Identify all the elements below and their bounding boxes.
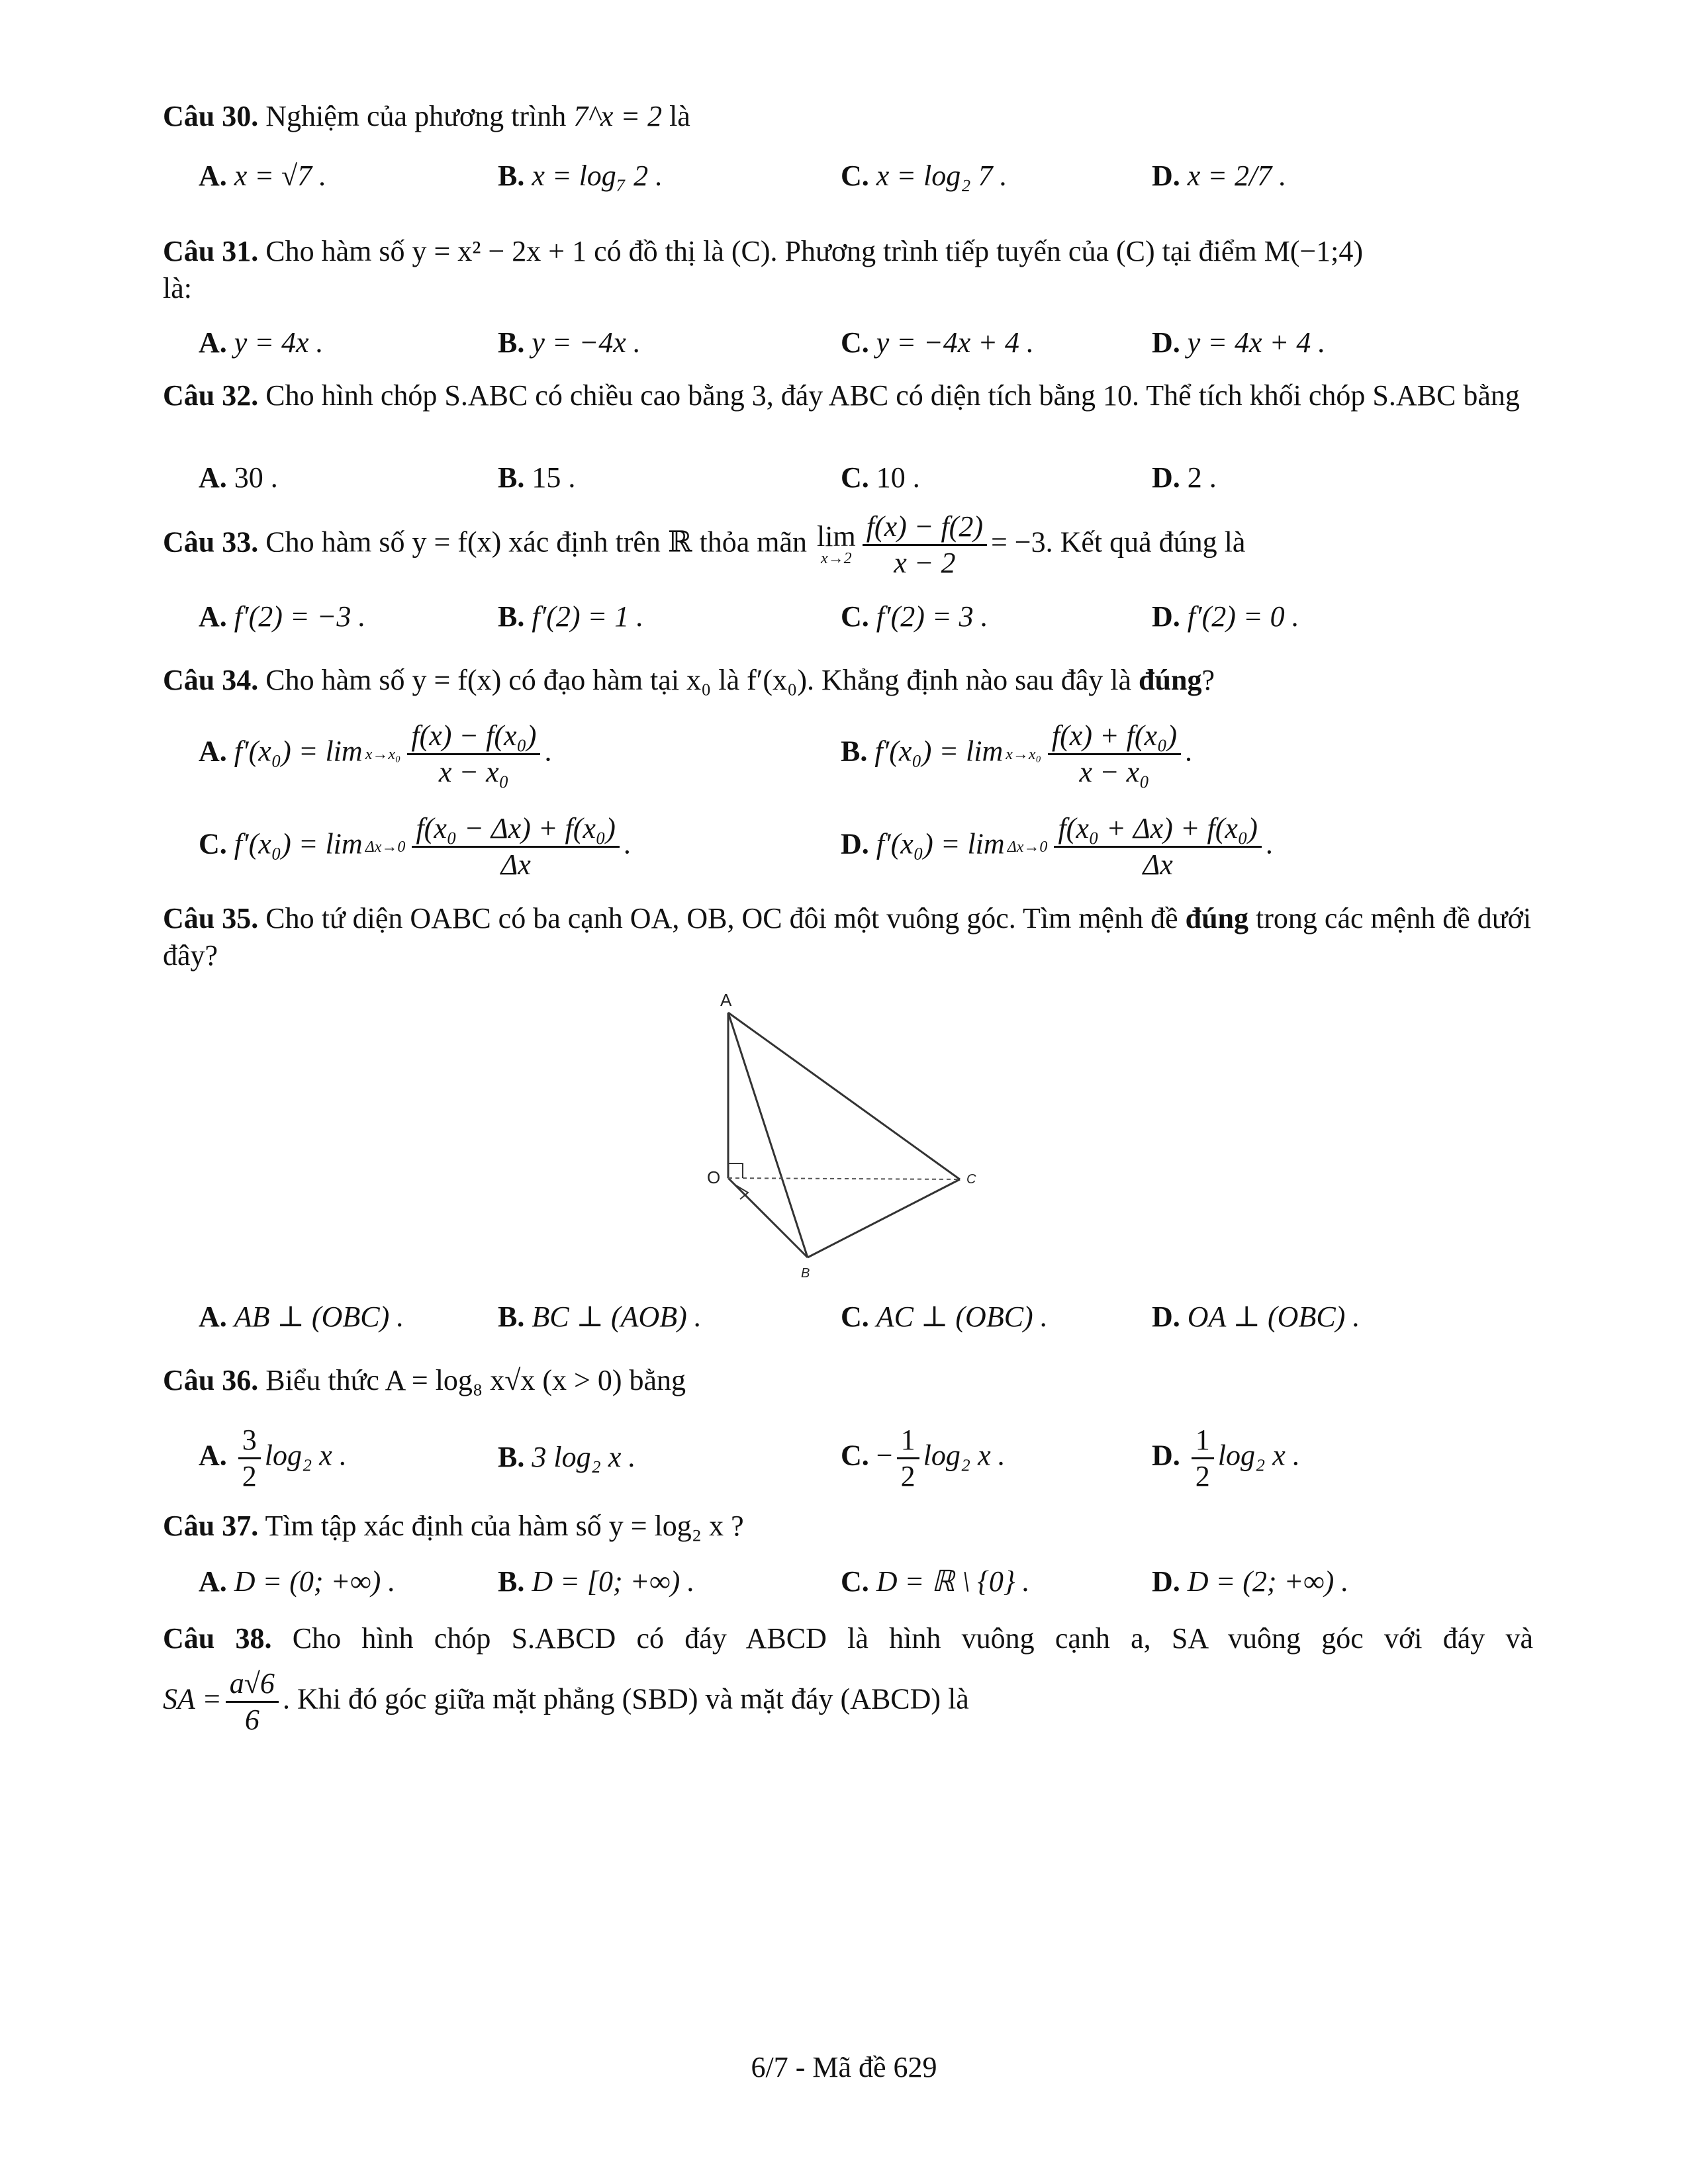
edge-ab bbox=[728, 1013, 808, 1257]
question-label: Câu 35. bbox=[163, 902, 259, 934]
question-label: Câu 36. bbox=[163, 1364, 259, 1396]
question-stem-end: . Khi đó góc giữa mặt phẳng (SBD) và mặt đáy (ABCD) là bbox=[282, 1682, 969, 1715]
question-label: Câu 33. bbox=[163, 525, 259, 559]
option-d[interactable]: D. $\frac{1}{2}$ log₂ x . bbox=[1152, 1424, 1300, 1492]
vertex-label-o: O bbox=[707, 1167, 721, 1187]
question-30 bbox=[163, 98, 1533, 135]
option-a[interactable]: A. D = (0; +∞) . bbox=[199, 1565, 396, 1598]
edge-ac bbox=[728, 1013, 960, 1179]
question-stem: Biểu thức A = log₈ x√x (x > 0) bằng bbox=[265, 1364, 686, 1396]
question-33 bbox=[163, 510, 1533, 580]
edge-bc bbox=[808, 1179, 960, 1257]
limit-operator: lim x→2 bbox=[817, 520, 856, 567]
vertex-label-b: B bbox=[801, 1266, 810, 1281]
option-b[interactable]: B. f′(2) = 1 . bbox=[498, 600, 644, 633]
option-c[interactable]: C. − $\frac{1}{2}$ log₂ x . bbox=[841, 1424, 1006, 1492]
option-b[interactable]: B. 3 log₂ x . bbox=[498, 1441, 636, 1473]
vertex-label-a: A bbox=[720, 990, 732, 1010]
question-stem: Cho hàm số y = f(x) có đạo hàm tại x₀ là f′(x₀). Khẳng định nào sau đây là bbox=[265, 664, 1132, 696]
sa-lhs: SA = bbox=[163, 1682, 222, 1715]
options-33 bbox=[0, 600, 1688, 646]
question-32 bbox=[163, 377, 1533, 414]
option-b[interactable]: B. x = log₇ 2 . bbox=[498, 159, 663, 192]
option-c[interactable]: C. y = −4x + 4 . bbox=[841, 326, 1034, 359]
question-math: 7^x = 2 bbox=[573, 100, 663, 132]
question-stem: Cho hàm số y = x² − 2x + 1 có đồ thị là (C). Phương trình tiếp tuyến của (C) tại điểm M(−1;4) bbox=[265, 235, 1364, 267]
option-a[interactable]: A. AB ⊥ (OBC) . bbox=[199, 1300, 404, 1333]
options-36 bbox=[0, 1423, 1688, 1502]
question-stem-line2: là: bbox=[163, 272, 192, 304]
limit-fraction: $\frac{f(x) - f(2)}{x - 2}$ bbox=[863, 510, 987, 580]
option-c[interactable]: C. f′(2) = 3 . bbox=[841, 600, 988, 633]
options-34-row1 bbox=[0, 719, 1688, 798]
question-34 bbox=[163, 662, 1533, 699]
option-d[interactable]: D. x = 2/7 . bbox=[1152, 159, 1287, 192]
options-35 bbox=[0, 1300, 1688, 1346]
vertex-label-c: C bbox=[966, 1172, 976, 1187]
option-c[interactable]: C. D = ℝ \ {0} . bbox=[841, 1565, 1030, 1598]
question-label: Câu 30. bbox=[163, 100, 259, 132]
sa-fraction: $\frac{a√6}{6}$ bbox=[226, 1666, 279, 1737]
option-d[interactable]: D. 2 . bbox=[1152, 461, 1217, 494]
option-d[interactable]: D. y = 4x + 4 . bbox=[1152, 326, 1326, 359]
question-35 bbox=[163, 900, 1533, 974]
option-c[interactable]: C. 10 . bbox=[841, 461, 920, 494]
option-d[interactable]: D. D = (2; +∞) . bbox=[1152, 1565, 1349, 1598]
question-label: Câu 38. bbox=[163, 1622, 272, 1655]
edge-oc-hidden bbox=[728, 1178, 960, 1179]
option-b[interactable]: B. 15 . bbox=[498, 461, 576, 494]
option-b[interactable]: B. BC ⊥ (AOB) . bbox=[498, 1300, 702, 1333]
question-stem: Cho hình chóp S.ABCD có đáy ABCD là hình vuông cạnh a, SA vuông góc với đáy và bbox=[292, 1622, 1534, 1655]
option-a[interactable]: A. 30 . bbox=[199, 461, 278, 494]
question-stem: Cho hình chóp S.ABC có chiều cao bằng 3, đáy ABC có diện tích bằng 10. Thể tích khối chóp S.ABC bằng bbox=[265, 379, 1520, 412]
question-37 bbox=[163, 1508, 1533, 1545]
option-b[interactable]: B. f′(x₀) = lim x→x₀ $\frac{\text{f(x) + f(x₀)}}{\text{x − x₀}}$ . bbox=[841, 719, 1193, 788]
question-36 bbox=[163, 1362, 1533, 1399]
right-angle-mark bbox=[728, 1163, 743, 1178]
question-stem: Cho hàm số y = f(x) xác định trên ℝ thỏa mãn bbox=[265, 525, 808, 559]
question-label: Câu 31. bbox=[163, 235, 259, 267]
question-label: Câu 37. bbox=[163, 1510, 259, 1542]
options-37 bbox=[0, 1565, 1688, 1611]
option-a[interactable]: A. y = 4x . bbox=[199, 326, 324, 359]
option-c[interactable]: C. AC ⊥ (OBC) . bbox=[841, 1300, 1048, 1333]
question-stem-end: trong các mệnh đề dưới đây? bbox=[163, 902, 1532, 972]
tetrahedron-figure bbox=[695, 986, 1013, 1291]
question-stem-end: = −3. Kết quả đúng là bbox=[990, 525, 1246, 559]
question-stem: Tìm tập xác định của hàm số y = log₂ x ? bbox=[265, 1510, 744, 1542]
question-31 bbox=[163, 233, 1533, 307]
question-stem-end: là bbox=[669, 100, 690, 132]
option-c[interactable]: C. f′(x₀) = lim Δx→0 $\frac{\text{f(x₀ − Δx) + f(x₀)}}{\Delta x}$ . bbox=[199, 812, 631, 881]
option-d[interactable]: D. f′(x₀) = lim Δx→0 $\frac{\text{f(x₀ + Δx) + f(x₀)}}{\Delta x}$ . bbox=[841, 812, 1273, 881]
question-38 bbox=[163, 1620, 1533, 1657]
option-a[interactable]: A. $\frac{3}{2}$ log₂ x . bbox=[199, 1424, 347, 1492]
question-stem-emphasis: đúng bbox=[1139, 664, 1202, 696]
option-a[interactable]: A. x = √7 . bbox=[199, 159, 327, 192]
question-stem-end: ? bbox=[1201, 664, 1215, 696]
options-31 bbox=[0, 326, 1688, 372]
page-footer: 6/7 - Mã đề 629 bbox=[751, 2051, 937, 2083]
question-stem: Nghiệm của phương trình bbox=[265, 100, 567, 132]
option-b[interactable]: B. D = [0; +∞) . bbox=[498, 1565, 695, 1598]
option-b[interactable]: B. y = −4x . bbox=[498, 326, 641, 359]
option-d[interactable]: D. OA ⊥ (OBC) . bbox=[1152, 1300, 1360, 1333]
option-a[interactable]: A. f′(2) = −3 . bbox=[199, 600, 366, 633]
options-32 bbox=[0, 461, 1688, 507]
option-a[interactable]: A. f′(x₀) = lim x→x₀ $\frac{\text{f(x) − f(x₀)}}{\text{x − x₀}}$ . bbox=[199, 719, 552, 788]
option-c[interactable]: C. x = log₂ 7 . bbox=[841, 159, 1008, 192]
option-d[interactable]: D. f′(2) = 0 . bbox=[1152, 600, 1299, 633]
question-label: Câu 32. bbox=[163, 379, 259, 412]
options-30 bbox=[0, 159, 1688, 205]
question-38-line2 bbox=[163, 1666, 1533, 1737]
question-stem: Cho tứ diện OABC có ba cạnh OA, OB, OC đôi một vuông góc. Tìm mệnh đề bbox=[265, 902, 1178, 934]
options-34-row2 bbox=[0, 811, 1688, 891]
question-stem-emphasis: đúng bbox=[1185, 902, 1249, 934]
question-label: Câu 34. bbox=[163, 664, 259, 696]
